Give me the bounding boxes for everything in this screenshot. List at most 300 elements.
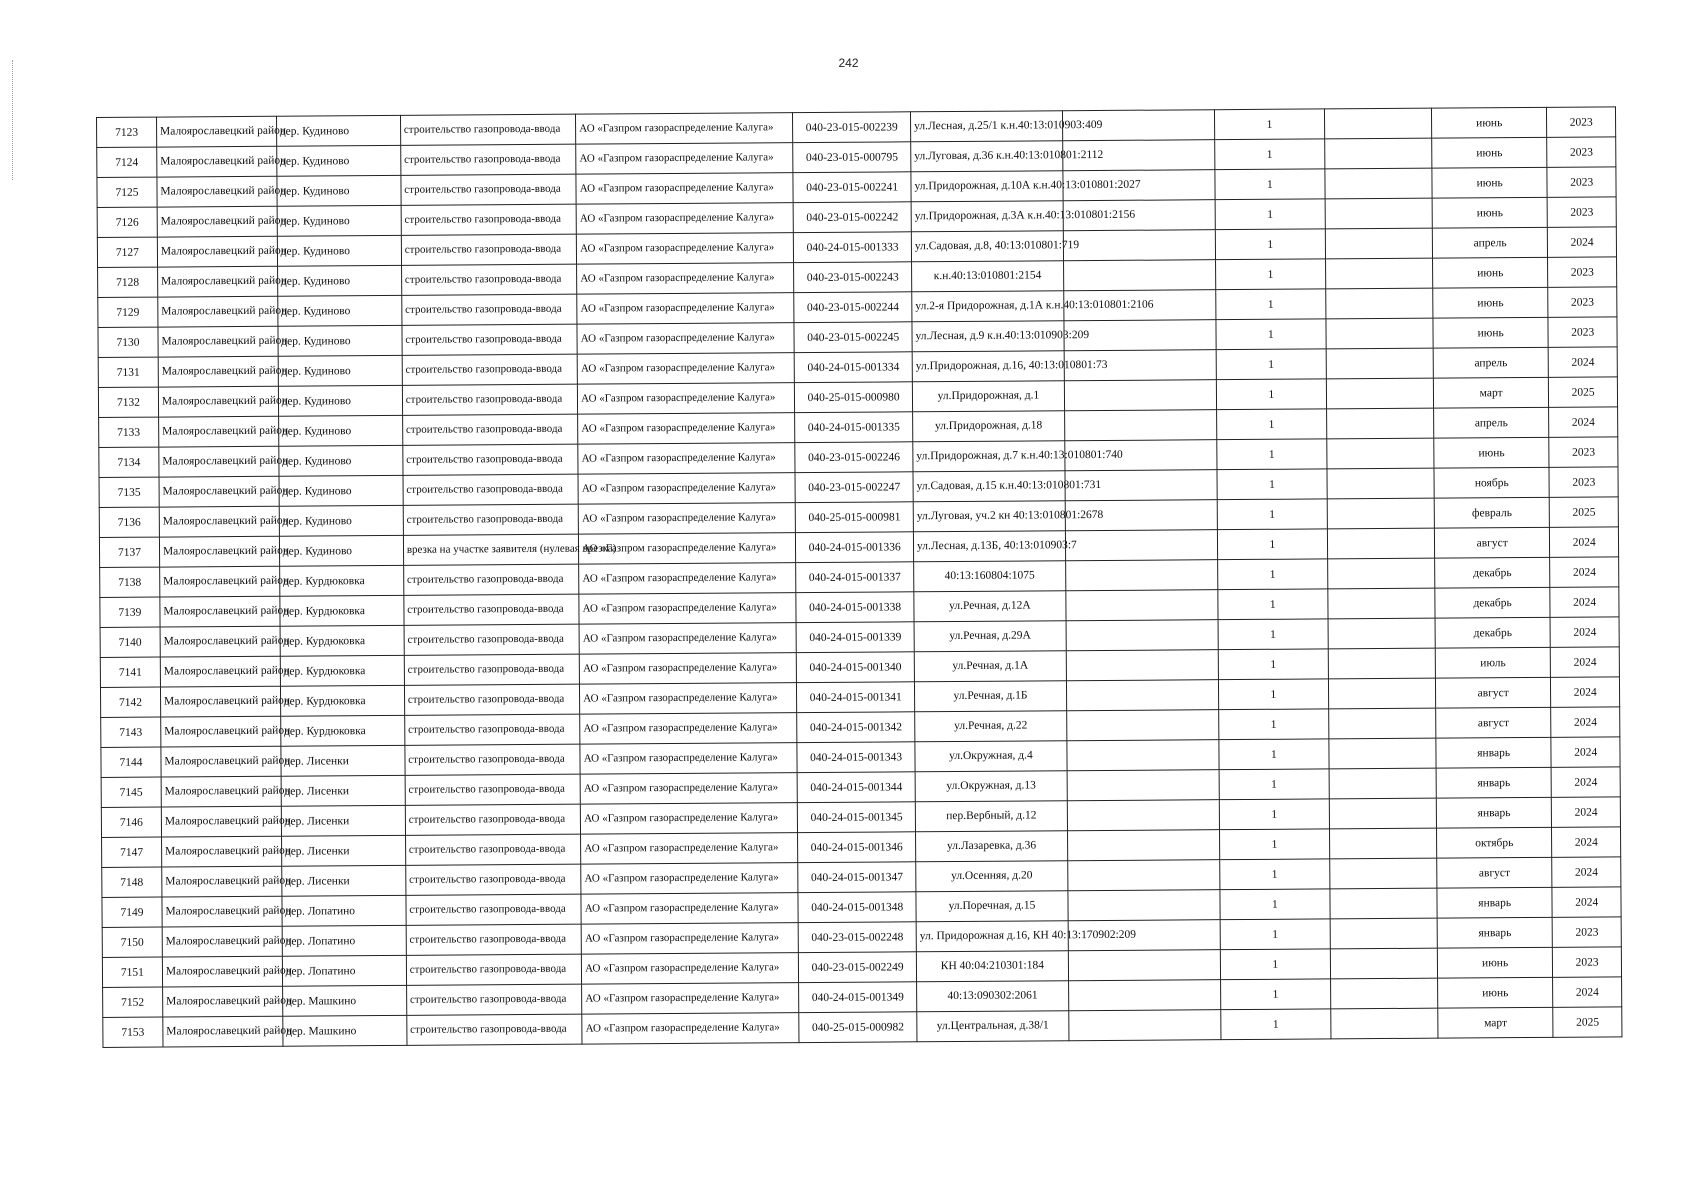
district-cell: Малоярославецкий район [160, 596, 280, 627]
settlement-cell: дер. Кудиново [278, 355, 402, 386]
quantity-cell: 1 [1216, 319, 1326, 350]
empty-cell [1067, 770, 1219, 801]
organization-cell: АО «Газпром газораспределение Калуга» [581, 833, 798, 865]
row-number-cell: 7151 [102, 957, 162, 987]
work-type-cell: строительство газопровода-ввода [401, 234, 577, 265]
organization-cell: АО «Газпром газораспределение Калуга» [582, 953, 799, 985]
month-cell: август [1435, 677, 1551, 708]
work-type-cell: строительство газопровода-ввода [400, 144, 576, 175]
organization-cell: АО «Газпром газораспределение Калуга» [580, 713, 797, 745]
row-number-cell: 7129 [98, 297, 158, 327]
application-code-cell: 040-23-015-002246 [795, 442, 913, 473]
organization-cell: АО «Газпром газораспределение Калуга» [577, 353, 794, 385]
district-cell: Малоярославецкий район [157, 236, 277, 267]
year-cell: 2024 [1551, 707, 1620, 737]
work-type-cell: строительство газопровода-ввода [402, 384, 578, 415]
address-cell: ул.Окружная, д.13 [915, 771, 1067, 802]
work-type-cell: строительство газопровода-ввода [404, 714, 580, 745]
settlement-cell: дер. Курдюковка [280, 595, 404, 626]
quantity-cell: 1 [1219, 739, 1329, 770]
year-cell: 2025 [1549, 377, 1618, 407]
year-cell: 2023 [1547, 167, 1616, 197]
settlement-cell: дер. Лопатино [282, 925, 406, 956]
organization-cell: АО «Газпром газораспределение Калуга» [578, 443, 795, 475]
year-cell: 2024 [1548, 227, 1617, 257]
district-cell: Малоярославецкий район [156, 116, 276, 147]
district-cell: Малоярославецкий район [157, 176, 277, 207]
address-cell: 40:13:090302:2061 [917, 981, 1069, 1012]
address-cell: ул.Речная, д.1Б [914, 681, 1066, 712]
year-cell: 2023 [1547, 137, 1616, 167]
district-cell: Малоярославецкий район [162, 896, 282, 927]
settlement-cell: дер. Машкино [282, 985, 406, 1016]
address-cell: ул.Речная, д.12А [914, 591, 1066, 622]
quantity-cell: 1 [1216, 409, 1326, 440]
month-cell: июнь [1431, 107, 1547, 138]
empty-cell [1064, 410, 1216, 441]
address-cell: ул.2-я Придорожная, д.1А к.н.40:13:010801:2106 [912, 291, 1064, 322]
month-cell: июнь [1432, 257, 1548, 288]
register-body [97, 107, 1622, 1048]
organization-cell: АО «Газпром газораспределение Калуга» [581, 893, 798, 925]
empty-cell [1327, 468, 1434, 499]
application-code-cell: 040-23-015-002243 [794, 262, 912, 293]
work-type-cell: строительство газопровода-ввода [401, 264, 577, 295]
row-number-cell: 7148 [102, 867, 162, 897]
page-number: 242 [838, 56, 859, 70]
address-cell: ул.Придорожная, д.7 к.н.40:13:010801:740 [913, 441, 1065, 472]
empty-cell [1328, 648, 1435, 679]
year-cell: 2024 [1552, 797, 1621, 827]
quantity-cell: 1 [1220, 889, 1330, 920]
district-cell: Малоярославецкий район [161, 776, 281, 807]
district-cell: Малоярославецкий район [159, 506, 279, 537]
row-number-cell: 7126 [97, 207, 157, 237]
year-cell: 2024 [1551, 737, 1620, 767]
settlement-cell: дер. Лисенки [281, 775, 405, 806]
organization-cell: АО «Газпром газораспределение Калуга» [579, 593, 796, 625]
address-cell: ул.Поречная, д.15 [916, 891, 1068, 922]
quantity-cell: 1 [1215, 199, 1325, 230]
organization-cell: АО «Газпром газораспределение Калуга» [580, 773, 797, 805]
year-cell: 2023 [1547, 107, 1616, 137]
row-number-cell: 7125 [97, 177, 157, 207]
empty-cell [1328, 558, 1435, 589]
year-cell: 2024 [1551, 767, 1620, 797]
quantity-cell: 1 [1217, 559, 1327, 590]
work-type-cell: строительство газопровода-ввода [402, 294, 578, 325]
work-type-cell: строительство газопровода-ввода [406, 954, 582, 985]
quantity-cell: 1 [1220, 949, 1330, 980]
district-cell: Малоярославецкий район [157, 266, 277, 297]
year-cell: 2025 [1550, 497, 1619, 527]
quantity-cell: 1 [1219, 859, 1329, 890]
organization-cell: АО «Газпром газораспределение Калуга» [581, 863, 798, 895]
district-cell: Малоярославецкий район [157, 146, 277, 177]
empty-cell [1330, 888, 1437, 919]
work-type-cell: строительство газопровода-ввода [403, 474, 579, 505]
district-cell: Малоярославецкий район [161, 746, 281, 777]
quantity-cell: 1 [1215, 259, 1325, 290]
empty-cell [1067, 830, 1219, 861]
empty-cell [1325, 228, 1432, 259]
row-number-cell: 7124 [97, 147, 157, 177]
month-cell: декабрь [1435, 617, 1551, 648]
settlement-cell: дер. Курдюковка [280, 685, 404, 716]
empty-cell [1063, 230, 1215, 261]
organization-cell: АО «Газпром газораспределение Калуга» [577, 323, 794, 355]
work-type-cell: строительство газопровода-ввода [406, 894, 582, 925]
settlement-cell: дер. Лисенки [281, 835, 405, 866]
empty-cell [1330, 918, 1437, 949]
quantity-cell: 1 [1217, 529, 1327, 560]
work-type-cell: строительство газопровода-ввода [403, 504, 579, 535]
month-cell: июнь [1433, 317, 1549, 348]
work-type-cell: строительство газопровода-ввода [406, 984, 582, 1015]
quantity-cell: 1 [1221, 1009, 1331, 1040]
settlement-cell: дер. Курдюковка [279, 565, 403, 596]
month-cell: июнь [1433, 287, 1549, 318]
year-cell: 2024 [1549, 407, 1618, 437]
row-number-cell: 7146 [101, 807, 161, 837]
row-number-cell: 7152 [103, 987, 163, 1017]
district-cell: Малоярославецкий район [162, 956, 282, 987]
quantity-cell: 1 [1218, 679, 1328, 710]
row-number-cell: 7149 [102, 897, 162, 927]
row-number-cell: 7144 [101, 747, 161, 777]
application-code-cell: 040-23-015-002247 [795, 472, 913, 503]
year-cell: 2023 [1548, 317, 1617, 347]
application-code-cell: 040-25-015-000981 [796, 502, 914, 533]
month-cell: январь [1437, 917, 1553, 948]
empty-cell [1329, 798, 1436, 829]
work-type-cell: врезка на участке заявителя (нулевая врезка) [403, 534, 579, 565]
empty-cell [1067, 710, 1219, 741]
application-code-cell: 040-24-015-001342 [797, 712, 915, 743]
year-cell: 2024 [1550, 587, 1619, 617]
year-cell: 2024 [1550, 557, 1619, 587]
settlement-cell: дер. Кудиново [278, 325, 402, 356]
address-cell: ул.Садовая, д.15 к.н.40:13:010801:731 [913, 471, 1065, 502]
month-cell: июнь [1432, 197, 1548, 228]
application-code-cell: 040-24-015-001343 [797, 742, 915, 773]
application-code-cell: 040-24-015-001347 [798, 862, 916, 893]
empty-cell [1068, 860, 1220, 891]
settlement-cell: дер. Кудиново [278, 385, 402, 416]
row-number-cell: 7136 [99, 507, 159, 537]
work-type-cell: строительство газопровода-ввода [402, 354, 578, 385]
quantity-cell: 1 [1215, 229, 1325, 260]
district-cell: Малоярославецкий район [161, 836, 281, 867]
district-cell: Малоярославецкий район [160, 656, 280, 687]
settlement-cell: дер. Кудиново [278, 445, 402, 476]
settlement-cell: дер. Кудиново [276, 145, 400, 176]
organization-cell: АО «Газпром газораспределение Калуга» [580, 743, 797, 775]
address-cell: ул.Речная, д.29А [914, 621, 1066, 652]
empty-cell [1068, 950, 1220, 981]
address-cell: пер.Вербный, д.12 [915, 801, 1067, 832]
district-cell: Малоярославецкий район [160, 566, 280, 597]
application-code-cell: 040-23-015-002244 [794, 292, 912, 323]
month-cell: январь [1436, 797, 1552, 828]
organization-cell: АО «Газпром газораспределение Калуга» [577, 263, 794, 295]
empty-cell [1068, 980, 1220, 1011]
empty-cell [1329, 708, 1436, 739]
organization-cell: АО «Газпром газораспределение Калуга» [580, 803, 797, 835]
row-number-cell: 7142 [100, 687, 160, 717]
quantity-cell: 1 [1214, 139, 1324, 170]
quantity-cell: 1 [1216, 349, 1326, 380]
address-cell: ул.Лесная, д.9 к.н.40:13:010903:209 [912, 321, 1064, 352]
application-code-cell: 040-24-015-001346 [798, 832, 916, 863]
application-code-cell: 040-24-015-001340 [797, 652, 915, 683]
empty-cell [1328, 618, 1435, 649]
address-cell: ул.Придорожная, д.1 [912, 381, 1064, 412]
month-cell: февраль [1434, 497, 1550, 528]
application-code-cell: 040-24-015-001341 [797, 682, 915, 713]
address-cell: ул. Придорожная д.16, КН 40:13:170902:209 [916, 921, 1068, 952]
application-code-cell: 040-24-015-001333 [794, 232, 912, 263]
month-cell: декабрь [1435, 587, 1551, 618]
row-number-cell: 7150 [102, 927, 162, 957]
organization-cell: АО «Газпром газораспределение Калуга» [582, 983, 799, 1015]
district-cell: Малоярославецкий район [159, 476, 279, 507]
empty-cell [1325, 138, 1432, 169]
district-cell: Малоярославецкий район [161, 716, 281, 747]
district-cell: Малоярославецкий район [157, 206, 277, 237]
year-cell: 2024 [1552, 827, 1621, 857]
row-number-cell: 7140 [100, 627, 160, 657]
quantity-cell: 1 [1219, 799, 1329, 830]
work-type-cell: строительство газопровода-ввода [401, 204, 577, 235]
empty-cell [1330, 978, 1437, 1009]
empty-cell [1330, 858, 1437, 889]
application-code-cell: 040-23-015-002249 [799, 952, 917, 983]
organization-cell: АО «Газпром газораспределение Калуга» [579, 533, 796, 565]
empty-cell [1066, 680, 1218, 711]
empty-cell [1325, 198, 1432, 229]
application-code-cell: 040-23-015-002242 [793, 202, 911, 233]
empty-cell [1327, 408, 1434, 439]
month-cell: июнь [1432, 167, 1548, 198]
work-type-cell: строительство газопровода-ввода [401, 174, 577, 205]
work-type-cell: строительство газопровода-ввода [404, 624, 580, 655]
settlement-cell: дер. Курдюковка [280, 655, 404, 686]
month-cell: июль [1435, 647, 1551, 678]
address-cell: ул.Луговая, уч.2 кн 40:13:010801:2678 [913, 501, 1065, 532]
empty-cell [1066, 590, 1218, 621]
settlement-cell: дер. Лопатино [282, 955, 406, 986]
row-number-cell: 7130 [98, 327, 158, 357]
district-cell: Малоярославецкий район [159, 536, 279, 567]
year-cell: 2023 [1549, 467, 1618, 497]
quantity-cell: 1 [1219, 829, 1329, 860]
empty-cell [1325, 168, 1432, 199]
empty-cell [1326, 318, 1433, 349]
empty-cell [1069, 1010, 1221, 1041]
district-cell: Малоярославецкий район [162, 986, 282, 1017]
settlement-cell: дер. Кудиново [277, 265, 401, 296]
work-type-cell: строительство газопровода-ввода [404, 654, 580, 685]
month-cell: август [1434, 527, 1550, 558]
organization-cell: АО «Газпром газораспределение Калуга» [579, 623, 796, 655]
empty-cell [1329, 768, 1436, 799]
organization-cell: АО «Газпром газораспределение Калуга» [580, 683, 797, 715]
application-code-cell: 040-24-015-001335 [795, 412, 913, 443]
settlement-cell: дер. Курдюковка [280, 625, 404, 656]
empty-cell [1326, 288, 1433, 319]
address-cell: к.н.40:13:010801:2154 [912, 261, 1064, 292]
quantity-cell: 1 [1218, 589, 1328, 620]
address-cell: ул.Садовая, д.8, 40:13:010801:719 [911, 231, 1063, 262]
district-cell: Малоярославецкий район [163, 1016, 283, 1047]
quantity-cell: 1 [1217, 439, 1327, 470]
empty-cell [1329, 738, 1436, 769]
year-cell: 2024 [1552, 887, 1621, 917]
empty-cell [1327, 498, 1434, 529]
work-type-cell: строительство газопровода-ввода [405, 744, 581, 775]
year-cell: 2023 [1548, 257, 1617, 287]
application-code-cell: 040-24-015-001344 [797, 772, 915, 803]
month-cell: апрель [1433, 407, 1549, 438]
settlement-cell: дер. Курдюковка [280, 715, 404, 746]
district-cell: Малоярославецкий район [160, 686, 280, 717]
month-cell: январь [1436, 737, 1552, 768]
row-number-cell: 7127 [97, 237, 157, 267]
year-cell: 2023 [1548, 287, 1617, 317]
year-cell: 2024 [1553, 977, 1622, 1007]
empty-cell [1329, 828, 1436, 859]
quantity-cell: 1 [1214, 109, 1324, 140]
district-cell: Малоярославецкий район [162, 866, 282, 897]
district-cell: Малоярославецкий район [162, 926, 282, 957]
row-number-cell: 7123 [97, 117, 157, 147]
year-cell: 2024 [1550, 527, 1619, 557]
month-cell: январь [1436, 767, 1552, 798]
empty-cell [1327, 438, 1434, 469]
district-cell: Малоярославецкий район [158, 416, 278, 447]
organization-cell: АО «Газпром газораспределение Калуга» [578, 473, 795, 505]
settlement-cell: дер. Кудиново [277, 205, 401, 236]
organization-cell: АО «Газпром газораспределение Калуга» [578, 413, 795, 445]
month-cell: март [1438, 1007, 1554, 1038]
empty-cell [1326, 378, 1433, 409]
district-cell: Малоярославецкий район [158, 296, 278, 327]
organization-cell: АО «Газпром газораспределение Калуга» [582, 1013, 799, 1045]
address-cell: ул.Речная, д.22 [915, 711, 1067, 742]
application-code-cell: 040-25-015-000982 [799, 1012, 917, 1043]
year-cell: 2024 [1551, 647, 1620, 677]
address-cell: КН 40:04:210301:184 [916, 951, 1068, 982]
organization-cell: АО «Газпром газораспределение Калуга» [576, 143, 793, 175]
work-type-cell: строительство газопровода-ввода [405, 834, 581, 865]
quantity-cell: 1 [1218, 709, 1328, 740]
settlement-cell: дер. Кудиново [278, 415, 402, 446]
application-code-cell: 040-23-015-002245 [794, 322, 912, 353]
empty-cell [1330, 948, 1437, 979]
quantity-cell: 1 [1217, 469, 1327, 500]
empty-cell [1064, 380, 1216, 411]
row-number-cell: 7131 [98, 357, 158, 387]
row-number-cell: 7128 [98, 267, 158, 297]
district-cell: Малоярославецкий район [158, 356, 278, 387]
organization-cell: АО «Газпром газораспределение Калуга» [577, 293, 794, 325]
application-code-cell: 040-23-015-000795 [793, 142, 911, 173]
settlement-cell: дер. Кудиново [276, 115, 400, 146]
organization-cell: АО «Газпром газораспределение Калуга» [577, 233, 794, 265]
work-type-cell: строительство газопровода-ввода [403, 444, 579, 475]
application-code-cell: 040-23-015-002239 [793, 112, 911, 143]
district-cell: Малоярославецкий район [158, 326, 278, 357]
month-cell: ноябрь [1434, 467, 1550, 498]
row-number-cell: 7138 [100, 567, 160, 597]
quantity-cell: 1 [1220, 919, 1330, 950]
month-cell: март [1433, 377, 1549, 408]
address-cell: ул.Придорожная, д.3А к.н.40:13:010801:2156 [911, 201, 1063, 232]
settlement-cell: дер. Лопатино [282, 895, 406, 926]
settlement-cell: дер. Лисенки [281, 805, 405, 836]
organization-cell: АО «Газпром газораспределение Калуга» [579, 563, 796, 595]
year-cell: 2024 [1550, 617, 1619, 647]
application-code-cell: 040-24-015-001349 [799, 982, 917, 1013]
organization-cell: АО «Газпром газораспределение Калуга» [576, 203, 793, 235]
empty-cell [1326, 348, 1433, 379]
year-cell: 2023 [1553, 917, 1622, 947]
address-cell: ул.Лесная, д.25/1 к.н.40:13:010903:409 [910, 111, 1062, 142]
empty-cell [1328, 678, 1435, 709]
quantity-cell: 1 [1218, 619, 1328, 650]
month-cell: август [1436, 707, 1552, 738]
work-type-cell: строительство газопровода-ввода [406, 924, 582, 955]
address-cell: ул.Центральная, д.38/1 [917, 1011, 1069, 1042]
row-number-cell: 7135 [99, 477, 159, 507]
district-cell: Малоярославецкий район [158, 386, 278, 417]
month-cell: апрель [1432, 227, 1548, 258]
month-cell: январь [1437, 887, 1553, 918]
address-cell: ул.Лазаревка, д.36 [915, 831, 1067, 862]
empty-cell [1065, 560, 1217, 591]
settlement-cell: дер. Лисенки [281, 745, 405, 776]
row-number-cell: 7133 [99, 417, 159, 447]
work-type-cell: строительство газопровода-ввода [405, 864, 581, 895]
address-cell: ул.Придорожная, д.16, 40:13:010801:73 [912, 351, 1064, 382]
month-cell: октябрь [1436, 827, 1552, 858]
register-sheet [96, 106, 1622, 1048]
work-type-cell: строительство газопровода-ввода [404, 594, 580, 625]
empty-cell [1324, 108, 1431, 139]
year-cell: 2023 [1549, 437, 1618, 467]
month-cell: август [1437, 857, 1553, 888]
organization-cell: АО «Газпром газораспределение Калуга» [578, 383, 795, 415]
empty-cell [1325, 258, 1432, 289]
row-number-cell: 7143 [101, 717, 161, 747]
application-code-cell: 040-24-015-001334 [794, 352, 912, 383]
empty-cell [1328, 588, 1435, 619]
quantity-cell: 1 [1220, 979, 1330, 1010]
work-type-cell: строительство газопровода-ввода [402, 324, 578, 355]
month-cell: апрель [1433, 347, 1549, 378]
year-cell: 2023 [1548, 197, 1617, 227]
empty-cell [1067, 800, 1219, 831]
district-cell: Малоярославецкий район [161, 806, 281, 837]
work-type-cell: строительство газопровода-ввода [403, 564, 579, 595]
row-number-cell: 7145 [101, 777, 161, 807]
settlement-cell: дер. Кудиново [277, 235, 401, 266]
empty-cell [1068, 890, 1220, 921]
address-cell: 40:13:160804:1075 [914, 561, 1066, 592]
empty-cell [1331, 1008, 1438, 1039]
quantity-cell: 1 [1217, 499, 1327, 530]
